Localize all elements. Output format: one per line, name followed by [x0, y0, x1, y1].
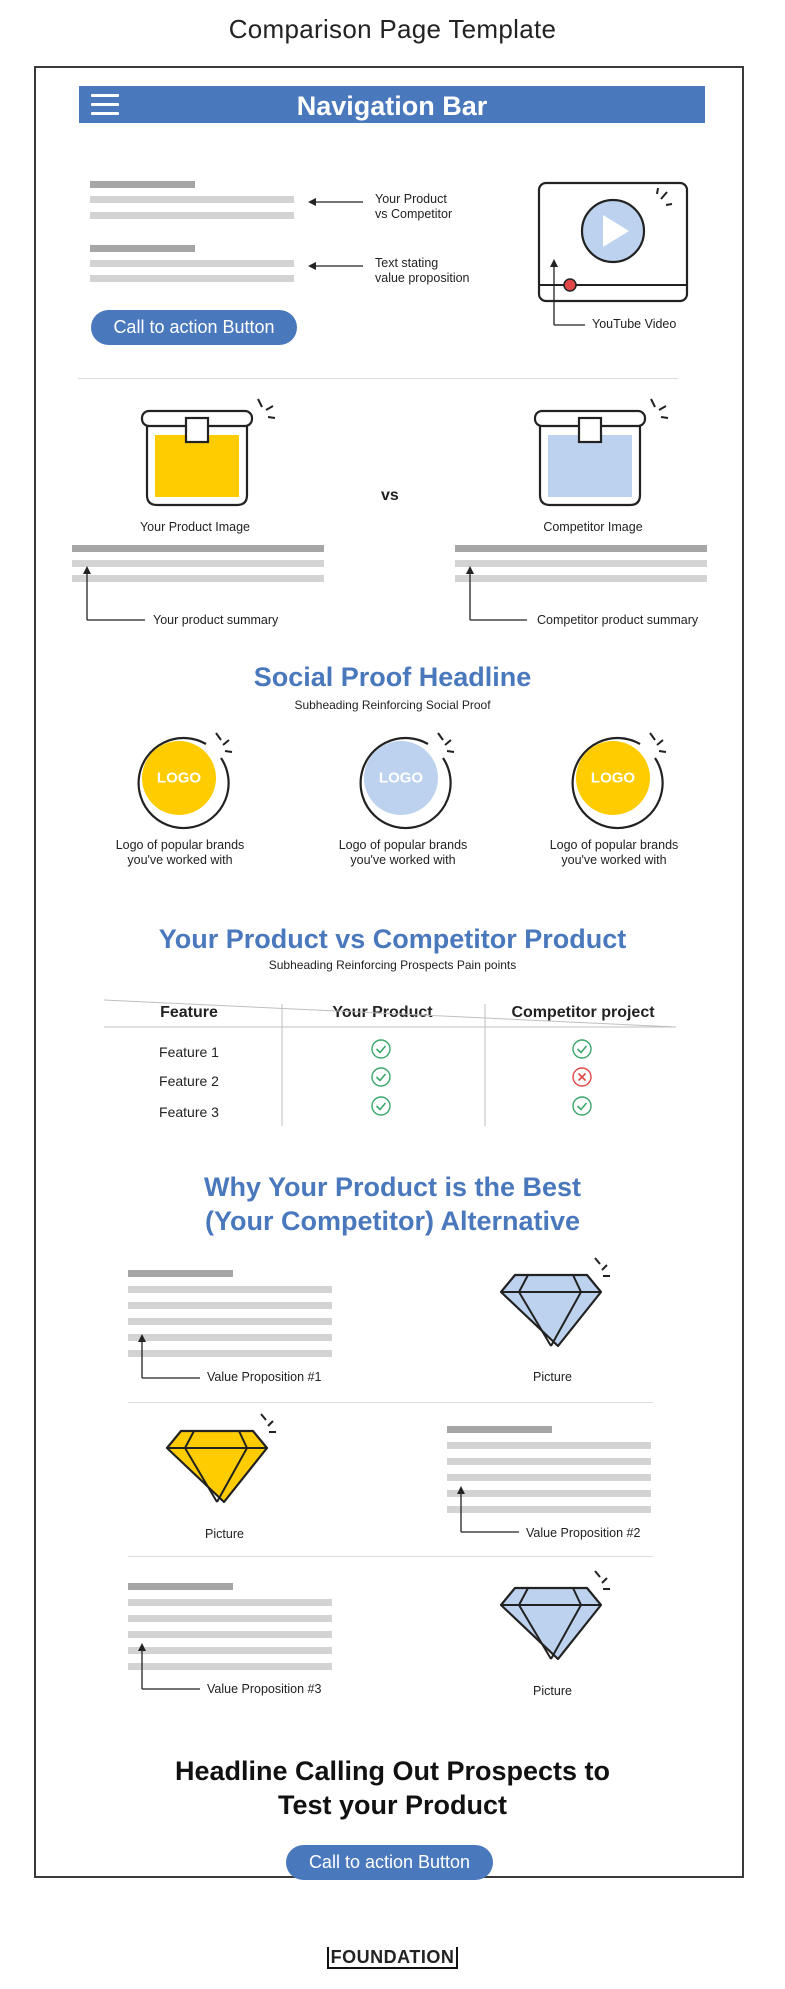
youtube-video-icon[interactable] [530, 175, 700, 335]
social-proof-headline: Social Proof Headline [253, 662, 532, 692]
check-icon [571, 1038, 593, 1060]
table-header-feature: Feature [160, 1004, 218, 1021]
competitor-image-icon [523, 392, 693, 512]
table-row-feature: Feature 1 [159, 1044, 219, 1060]
logo-text: LOGO [590, 769, 636, 787]
comparison-subheading: Subheading Reinforcing Prospects Pain points [268, 958, 517, 972]
value-prop-3-label: Value Proposition #3 [207, 1682, 322, 1696]
final-cta-button[interactable]: Call to action Button [286, 1845, 493, 1880]
picture-label-1: Picture [533, 1370, 572, 1384]
product-summary-label: Your product summary [153, 613, 279, 627]
brand-logo-3 [562, 728, 672, 838]
social-proof-subheading: Subheading Reinforcing Social Proof [294, 698, 491, 712]
logo-caption-3: Logo of popular brands you've worked with [549, 838, 679, 867]
logo-caption-2: Logo of popular brands you've worked with [338, 838, 468, 867]
picture-label-2: Picture [205, 1527, 244, 1541]
value-prop-2-label: Value Proposition #2 [526, 1526, 641, 1540]
value-prop-3-lines [0, 1575, 785, 1695]
value-prop-1-label: Value Proposition #1 [207, 1370, 322, 1384]
table-row-feature: Feature 3 [159, 1104, 219, 1120]
divider [128, 1556, 653, 1557]
logo-caption-1: Logo of popular brands you've worked with [115, 838, 245, 867]
diamond-icon [497, 1252, 617, 1352]
table-header-your-product: Your Product [332, 1004, 433, 1021]
logo-text: LOGO [378, 769, 424, 787]
hero-annotation-product-vs-competitor: Your Product vs Competitor [375, 192, 453, 221]
navigation-bar-label: Navigation Bar [296, 91, 488, 121]
check-icon [571, 1095, 593, 1117]
product-image-label: Your Product Image [139, 520, 251, 534]
cross-icon [571, 1066, 593, 1088]
check-icon [370, 1038, 392, 1060]
table-row-feature: Feature 2 [159, 1073, 219, 1089]
comparison-headline: Your Product vs Competitor Product [158, 924, 627, 954]
divider [128, 1402, 653, 1403]
competitor-image-label: Competitor Image [543, 520, 643, 534]
check-icon [370, 1095, 392, 1117]
logo-text: LOGO [156, 769, 202, 787]
why-headline: Why Your Product is the Best (Your Competitor) Alternative [203, 1172, 582, 1236]
divider [78, 378, 678, 379]
hero-annotation-value-proposition: Text stating value proposition [375, 256, 470, 285]
brand-logo-2 [350, 728, 460, 838]
value-prop-2-lines [0, 1418, 785, 1538]
page-title: Comparison Page Template [228, 14, 557, 44]
foundation-logo: FOUNDATION [0, 1947, 785, 1968]
vs-label: vs [381, 487, 399, 504]
check-icon [370, 1066, 392, 1088]
hero-cta-button[interactable]: Call to action Button [91, 310, 297, 345]
value-prop-1-lines [0, 1262, 785, 1382]
picture-label-3: Picture [533, 1684, 572, 1698]
final-headline: Headline Calling Out Prospects to Test your Product [174, 1756, 611, 1820]
product-image-icon [130, 392, 300, 512]
brand-logo-1 [128, 728, 238, 838]
youtube-video-label: YouTube Video [592, 317, 677, 331]
diamond-icon [497, 1565, 617, 1665]
table-header-competitor: Competitor project [511, 1004, 655, 1021]
competitor-summary-label: Competitor product summary [537, 613, 699, 627]
